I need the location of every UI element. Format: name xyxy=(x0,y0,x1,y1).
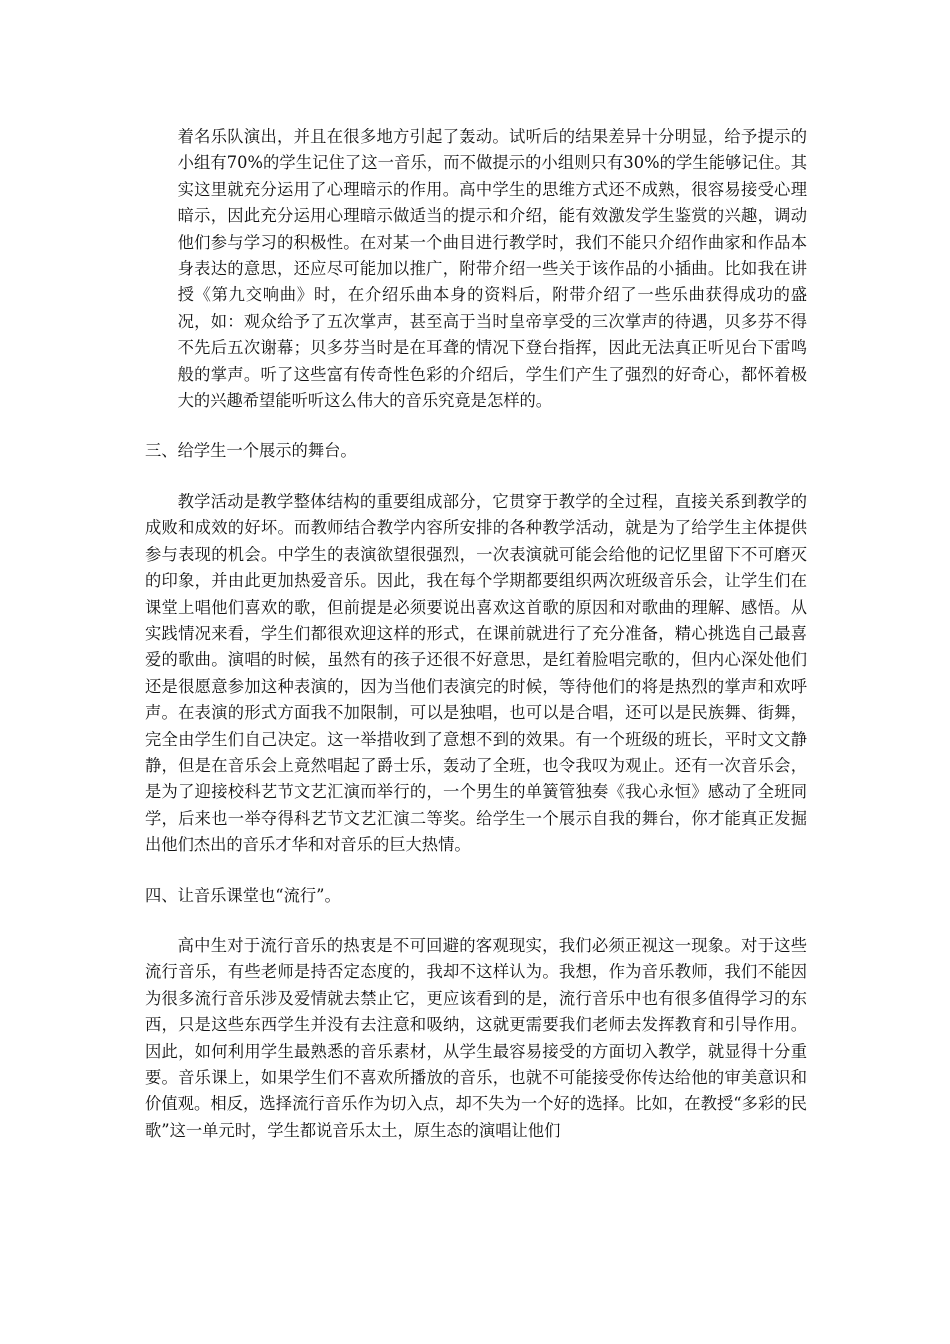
paragraph-stage: 教学活动是教学整体结构的重要组成部分，它贯穿于教学的全过程，直接关系到教学的成败和成效的好坏。而教师结合教学内容所安排的各种教学活动，就是为了给学生主体提供参与表现的机会。中学生的表演欲望很强烈，一次表演就可能会给他的记忆里留下不可磨灭的印象，并由此更加热爱音乐。因此，我在每个学期都要组织两次班级音乐会，让学生们在课堂上唱他们喜欢的歌，但前提是必须要说出喜欢这首歌的原因和对歌曲的理解、感悟。从实践情况来看，学生们都很欢迎这样的形式，在课前就进行了充分准备，精心挑选自己最喜爱的歌曲。演唱的时候，虽然有的孩子还很不好意思，是红着脸唱完歌的，但内心深处他们还是很愿意参加这种表演的，因为当他们表演完的时候，等待他们的将是热烈的掌声和欢呼声。在表演的形式方面我不加限制，可以是独唱，也可以是合唱，还可以是民族舞、街舞，完全由学生们自己决定。这一举措收到了意想不到的效果。有一个班级的班长，平时文文静静，但是在音乐会上竟然唱起了爵士乐，轰动了全班，也令我叹为观止。还有一次音乐会，是为了迎接校科艺节文艺汇演而举行的，一个男生的单簧管独奏《我心永恒》感动了全班同学，后来也一举夺得科艺节文艺汇演二等奖。给学生一个展示自我的舞台，你才能真正发掘出他们杰出的音乐才华和对音乐的巨大热情。 xyxy=(145,491,807,855)
paragraph-psychological-hint: 着名乐队演出，并且在很多地方引起了轰动。试听后的结果差异十分明显，给予提示的小组有70%的学生记住了这一音乐，而不做提示的小组则只有30%的学生能够记住。其实这里就充分运用了心理暗示的作用。高中学生的思维方式还不成熟，很容易接受心理暗示，因此充分运用心理暗示做适当的提示和介绍，能有效激发学生鉴赏的兴趣，调动他们参与学习的积极性。在对某一个曲目进行教学时，我们不能只介绍作曲家和作品本身表达的意思，还应尽可能加以推广，附带介绍一些关于该作品的小插曲。比如我在讲授《第九交响曲》时，在介绍乐曲本身的资料后，附带介绍了一些乐曲获得成功的盛况，如：观众给予了五次掌声，甚至高于当时皇帝享受的三次掌声的待遇，贝多芬不得不先后五次谢幕；贝多芬当时是在耳聋的情况下登台指挥，因此无法真正听见台下雷鸣般的掌声。听了这些富有传奇性色彩的介绍后，学生们产生了强烈的好奇心，都怀着极大的兴趣希望能听听这么伟大的音乐究竟是怎样的。 xyxy=(177,127,807,411)
section-heading-3: 三、给学生一个展示的舞台。 xyxy=(145,441,357,461)
document-page xyxy=(145,124,807,1144)
paragraph-pop-music: 高中生对于流行音乐的热衷是不可回避的客观现实，我们必须正视这一现象。对于这些流行音乐，有些老师是持否定态度的，我却不这样认为。我想，作为音乐教师，我们不能因为很多流行音乐涉及爱情就去禁止它，更应该看到的是，流行音乐中也有很多值得学习的东西，只是这些东西学生并没有去注意和吸纳，这就更需要我们老师去发挥教育和引导作用。因此，如何利用学生最熟悉的音乐素材，从学生最容易接受的方面切入教学，就显得十分重要。音乐课上，如果学生们不喜欢所播放的音乐，也就不可能接受你传达给他的审美意识和价值观。相反，选择流行音乐作为切入点，却不失为一个好的选择。比如，在教授“多彩的民歌”这一单元时，学生都说音乐太土，原生态的演唱让他们 xyxy=(145,935,807,1140)
section-heading-4: 四、让音乐课堂也“流行”。 xyxy=(145,885,341,905)
